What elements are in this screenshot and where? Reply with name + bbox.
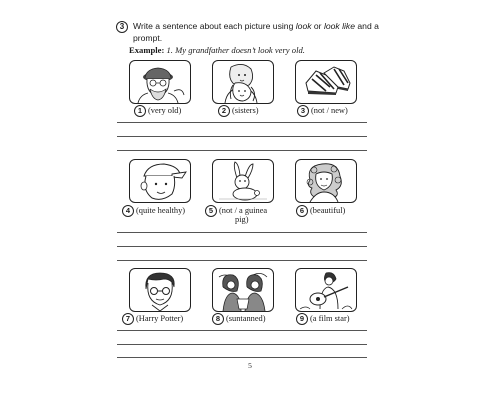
- caption-8: [212, 313, 266, 325]
- caption-9: [296, 313, 350, 325]
- caption-4: [122, 205, 185, 217]
- caption-7: [122, 313, 183, 325]
- caption-label-4: (quite healthy): [136, 206, 186, 215]
- writing-line[interactable]: [117, 150, 367, 151]
- task-number-badge: 3: [116, 21, 128, 33]
- caption-label-6: (beautiful): [310, 206, 346, 215]
- caption-1: [134, 105, 181, 117]
- curly-woman-icon: [296, 160, 356, 202]
- picture-frame-9: [295, 268, 357, 312]
- writing-line[interactable]: [117, 330, 367, 331]
- caption-label-1: (very old): [148, 106, 182, 115]
- caption-6: [296, 205, 345, 217]
- caption-number-4: 4: [122, 205, 134, 217]
- picture-frame-5: [212, 159, 274, 203]
- task-text: Write a sentence about each picture using look or look like and a prompt.: [133, 21, 379, 43]
- caption-label-8: (suntanned): [226, 314, 266, 323]
- picture-frame-1: [129, 60, 191, 104]
- picture-frame-6: [295, 159, 357, 203]
- writing-line[interactable]: [117, 232, 367, 233]
- caption-number-7: 7: [122, 313, 134, 325]
- sisters-icon: [213, 61, 273, 103]
- caption-number-2: 2: [218, 105, 230, 117]
- example-sentence: [129, 45, 305, 56]
- caption-3: [297, 105, 348, 117]
- picture-frame-7: [129, 268, 191, 312]
- caption-number-1: 1: [134, 105, 146, 117]
- old-man-icon: [130, 61, 190, 103]
- caption-number-3: 3: [297, 105, 309, 117]
- page-number: 5: [248, 361, 252, 370]
- caption-number-6: 6: [296, 205, 308, 217]
- caption-label-3: (not / new): [311, 106, 348, 115]
- guitarist-icon: [296, 269, 356, 311]
- writing-line[interactable]: [117, 357, 367, 358]
- example-text: 1. My grandfather doesn’t look very old.: [164, 45, 305, 55]
- harry-potter-icon: [130, 269, 190, 311]
- caption-number-8: 8: [212, 313, 224, 325]
- rabbit-icon: [213, 160, 273, 202]
- writing-line[interactable]: [117, 344, 367, 345]
- beach-women-icon: [213, 269, 273, 311]
- example-label: Example:: [129, 45, 165, 55]
- caption-label-7: (Harry Potter): [136, 314, 184, 323]
- writing-line[interactable]: [117, 260, 367, 261]
- phrase-look: look: [295, 21, 312, 31]
- picture-frame-3: [295, 60, 357, 104]
- writing-line[interactable]: [117, 136, 367, 137]
- picture-frame-4: [129, 159, 191, 203]
- writing-line[interactable]: [117, 246, 367, 247]
- caption-number-5: 5: [205, 205, 217, 217]
- caption-label-5-continued: pig): [235, 215, 249, 224]
- caption-label-2: (sisters): [232, 106, 259, 115]
- boy-cap-icon: [130, 160, 190, 202]
- picture-frame-8: [212, 268, 274, 312]
- caption-label-5: (not / a guinea: [219, 206, 268, 215]
- caption-2: [218, 105, 259, 117]
- trainers-icon: [296, 61, 356, 103]
- picture-frame-2: [212, 60, 274, 104]
- phrase-look-like: look like: [323, 21, 355, 31]
- writing-line[interactable]: [117, 122, 367, 123]
- caption-label-9: (a film star): [310, 314, 350, 323]
- caption-number-9: 9: [296, 313, 308, 325]
